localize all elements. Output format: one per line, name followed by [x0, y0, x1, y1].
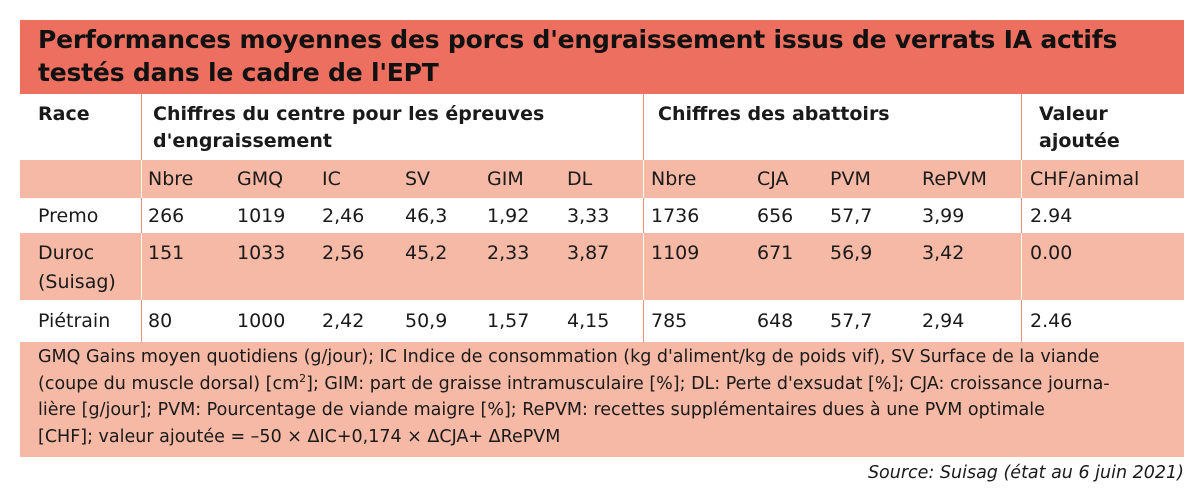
header-valeur-line1: Valeur	[1039, 103, 1108, 125]
subheader-nbre-abattoir: Nbre	[651, 168, 697, 190]
cell-nbre: 266	[148, 205, 185, 227]
subheader-dl: DL	[567, 168, 593, 190]
cell-repvm: 3,42	[922, 242, 965, 264]
cell-gmq: 1019	[237, 205, 286, 227]
race-name: Piétrain	[38, 310, 111, 332]
cell-chf-animal: 0.00	[1030, 242, 1073, 264]
cell-pvm: 57,7	[830, 205, 873, 227]
cell-nbre-abattoir: 1736	[651, 205, 700, 227]
cell-pvm: 56,9	[830, 242, 873, 264]
column-divider-header	[1021, 94, 1022, 160]
column-divider-row	[1021, 198, 1022, 233]
cell-cja: 648	[757, 310, 794, 332]
cell-gim: 1,92	[487, 205, 530, 227]
subheader-nbre: Nbre	[148, 168, 194, 190]
superscript: 2	[299, 371, 307, 385]
column-divider-row	[643, 198, 644, 233]
subheader-row	[20, 160, 1184, 198]
column-divider-header	[643, 94, 644, 160]
cell-nbre: 151	[148, 242, 185, 264]
cell-ic: 2,42	[322, 310, 365, 332]
footnote-line3: lière [g/jour]; PVM: Pourcentage de viande maigre [%]; RePVM: recettes supplémentaires dues à une PVM optimale	[38, 400, 1045, 420]
subheader-sv: SV	[405, 168, 431, 190]
cell-nbre: 80	[148, 310, 173, 332]
table-footnote	[20, 342, 1184, 457]
cell-nbre-abattoir: 1109	[651, 242, 700, 264]
subheader-cja: CJA	[757, 168, 789, 190]
cell-repvm: 3,99	[922, 205, 965, 227]
cell-cja: 671	[757, 242, 794, 264]
cell-sv: 46,3	[405, 205, 448, 227]
subheader-chf-animal: CHF/animal	[1030, 168, 1140, 190]
column-divider-row	[643, 300, 644, 342]
cell-gmq: 1000	[237, 310, 286, 332]
footnote-line2	[38, 371, 1178, 398]
cell-dl: 3,87	[567, 242, 610, 264]
cell-gmq: 1033	[237, 242, 286, 264]
cell-chf-animal: 2.94	[1030, 205, 1073, 227]
subheader-gim: GIM	[487, 168, 524, 190]
cell-ic: 2,56	[322, 242, 365, 264]
column-divider-row	[1021, 300, 1022, 342]
subheader-ic: IC	[322, 168, 341, 190]
header-row	[20, 94, 1184, 160]
source-credit: Source: Suisag (état au 6 juin 2021)	[867, 463, 1184, 483]
cell-dl: 4,15	[567, 310, 610, 332]
cell-pvm: 57,7	[830, 310, 873, 332]
subheader-gmq: GMQ	[237, 168, 284, 190]
column-divider-row	[141, 300, 142, 342]
table-row	[20, 233, 1184, 300]
cell-chf-animal: 2.46	[1030, 310, 1073, 332]
footnote-line4: [CHF]; valeur ajoutée = –50 × ΔIC+0,174 × ΔCJA+ ΔRePVM	[38, 426, 561, 447]
table-title-line1: Performances moyennes des porcs d'engraissement issus de verrats IA actifs	[38, 25, 1118, 54]
header-centre-line2: d'engraissement	[153, 130, 332, 152]
header-valeur-line2: ajoutée	[1039, 130, 1120, 152]
footnote-line1: GMQ Gains moyen quotidiens (g/jour); IC Indice de consommation (kg d'aliment/kg de poids vif), SV Surface de la viande	[38, 347, 1100, 367]
cell-dl: 3,33	[567, 205, 610, 227]
cell-gim: 1,57	[487, 310, 530, 332]
table-row	[20, 198, 1184, 233]
table-row	[20, 300, 1184, 342]
cell-sv: 50,9	[405, 310, 448, 332]
cell-nbre-abattoir: 785	[651, 310, 688, 332]
column-divider-header	[141, 94, 142, 160]
header-abattoirs: Chiffres des abattoirs	[658, 103, 890, 125]
cell-sv: 45,2	[405, 242, 448, 264]
subheader-pvm: PVM	[830, 168, 871, 190]
table-title-line2: testés dans le cadre de l'EPT	[38, 58, 439, 87]
race-name-line2: (Suisag)	[38, 271, 116, 293]
footnote-line2-b: ]; GIM: part de graisse intramusculaire [%]; DL: Perte d'exsudat [%]; CJA: croissance journa-	[306, 373, 1110, 394]
cell-ic: 2,46	[322, 205, 365, 227]
footnote-line2-a: (coupe du muscle dorsal) [cm	[38, 373, 300, 394]
header-centre-line1: Chiffres du centre pour les épreuves	[153, 103, 545, 125]
subheader-repvm: RePVM	[922, 168, 987, 190]
cell-gim: 2,33	[487, 242, 530, 264]
race-name: Premo	[38, 205, 99, 227]
table-title	[20, 20, 1184, 94]
column-divider-row	[141, 198, 142, 233]
race-name: Duroc	[38, 242, 95, 264]
header-race: Race	[38, 103, 90, 125]
cell-repvm: 2,94	[922, 310, 965, 332]
cell-cja: 656	[757, 205, 794, 227]
